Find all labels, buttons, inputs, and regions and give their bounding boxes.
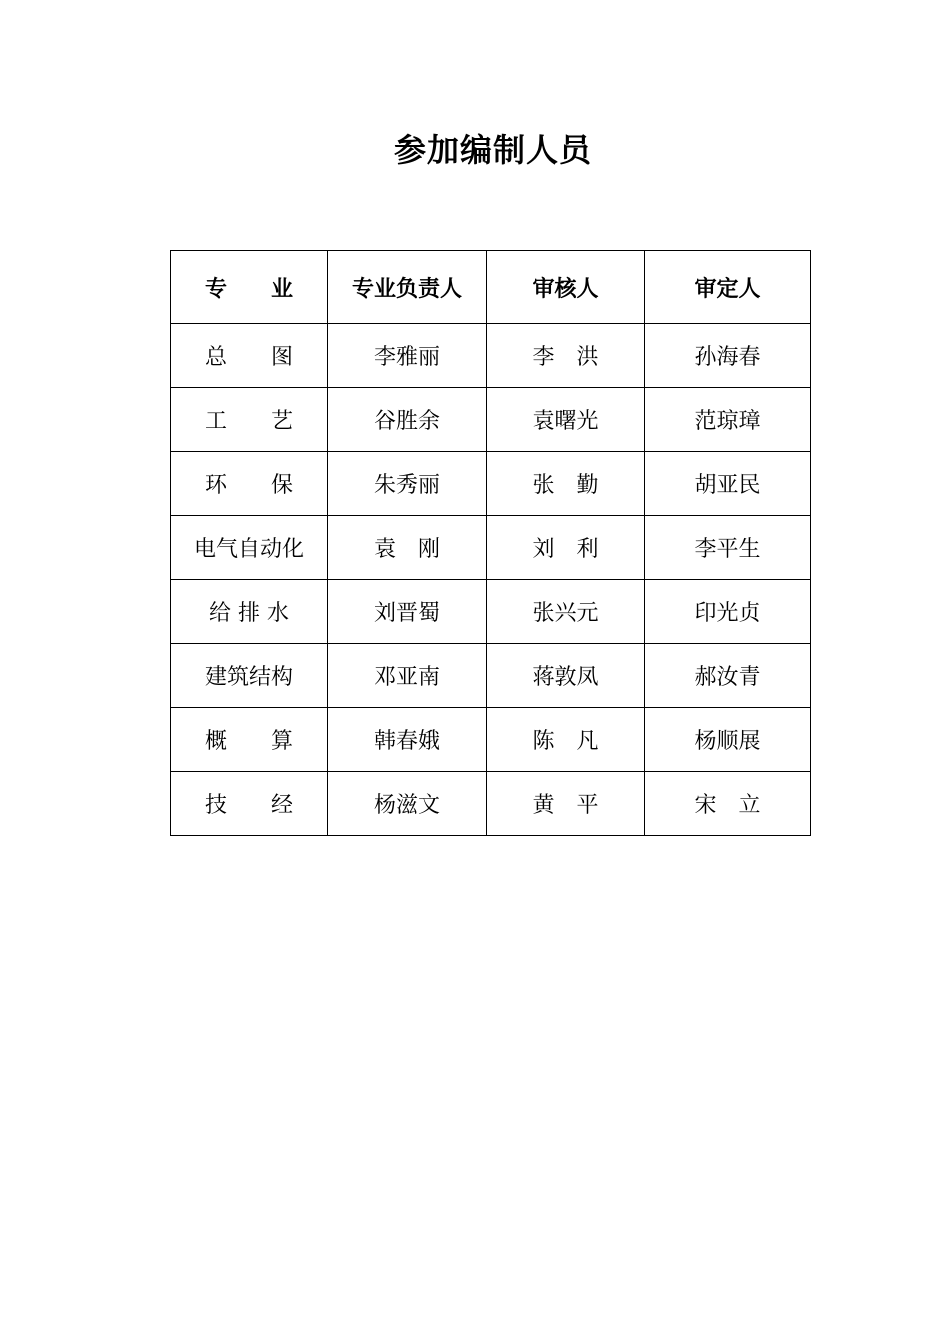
cell-approver: 印光贞	[645, 580, 811, 644]
table-row	[171, 644, 811, 708]
table-row	[171, 708, 811, 772]
header-reviewer: 审核人	[487, 251, 645, 324]
table-row	[171, 324, 811, 388]
cell-reviewer: 蒋敦凤	[487, 644, 645, 708]
cell-specialty: 工 艺	[171, 388, 328, 452]
cell-lead: 韩春娥	[328, 708, 487, 772]
page-title: 参加编制人员	[393, 131, 592, 169]
cell-specialty: 建筑结构	[171, 644, 328, 708]
cell-lead: 李雅丽	[328, 324, 487, 388]
cell-approver: 范琼璋	[645, 388, 811, 452]
cell-lead: 杨滋文	[328, 772, 487, 836]
header-specialty: 专 业	[171, 251, 328, 324]
table-header-row	[171, 251, 811, 324]
cell-specialty: 给 排 水	[171, 580, 328, 644]
cell-approver: 胡亚民	[645, 452, 811, 516]
table-row	[171, 772, 811, 836]
cell-reviewer: 袁曙光	[487, 388, 645, 452]
cell-lead: 朱秀丽	[328, 452, 487, 516]
cell-lead: 谷胜余	[328, 388, 487, 452]
table-row	[171, 452, 811, 516]
cell-specialty: 概 算	[171, 708, 328, 772]
table-row	[171, 580, 811, 644]
cell-reviewer: 刘 利	[487, 516, 645, 580]
cell-approver: 杨顺展	[645, 708, 811, 772]
cell-approver: 郝汝青	[645, 644, 811, 708]
cell-specialty: 电气自动化	[171, 516, 328, 580]
cell-lead: 袁 刚	[328, 516, 487, 580]
cell-approver: 李平生	[645, 516, 811, 580]
cell-reviewer: 陈 凡	[487, 708, 645, 772]
staff-table	[170, 250, 811, 836]
cell-reviewer: 李 洪	[487, 324, 645, 388]
table-row	[171, 388, 811, 452]
cell-reviewer: 张兴元	[487, 580, 645, 644]
header-approver: 审定人	[645, 251, 811, 324]
cell-lead: 刘晋蜀	[328, 580, 487, 644]
cell-specialty: 总 图	[171, 324, 328, 388]
cell-approver: 孙海春	[645, 324, 811, 388]
cell-approver: 宋 立	[645, 772, 811, 836]
cell-specialty: 技 经	[171, 772, 328, 836]
cell-lead: 邓亚南	[328, 644, 487, 708]
table-row	[171, 516, 811, 580]
cell-reviewer: 黄 平	[487, 772, 645, 836]
cell-reviewer: 张 勤	[487, 452, 645, 516]
header-lead: 专业负责人	[328, 251, 487, 324]
cell-specialty: 环 保	[171, 452, 328, 516]
